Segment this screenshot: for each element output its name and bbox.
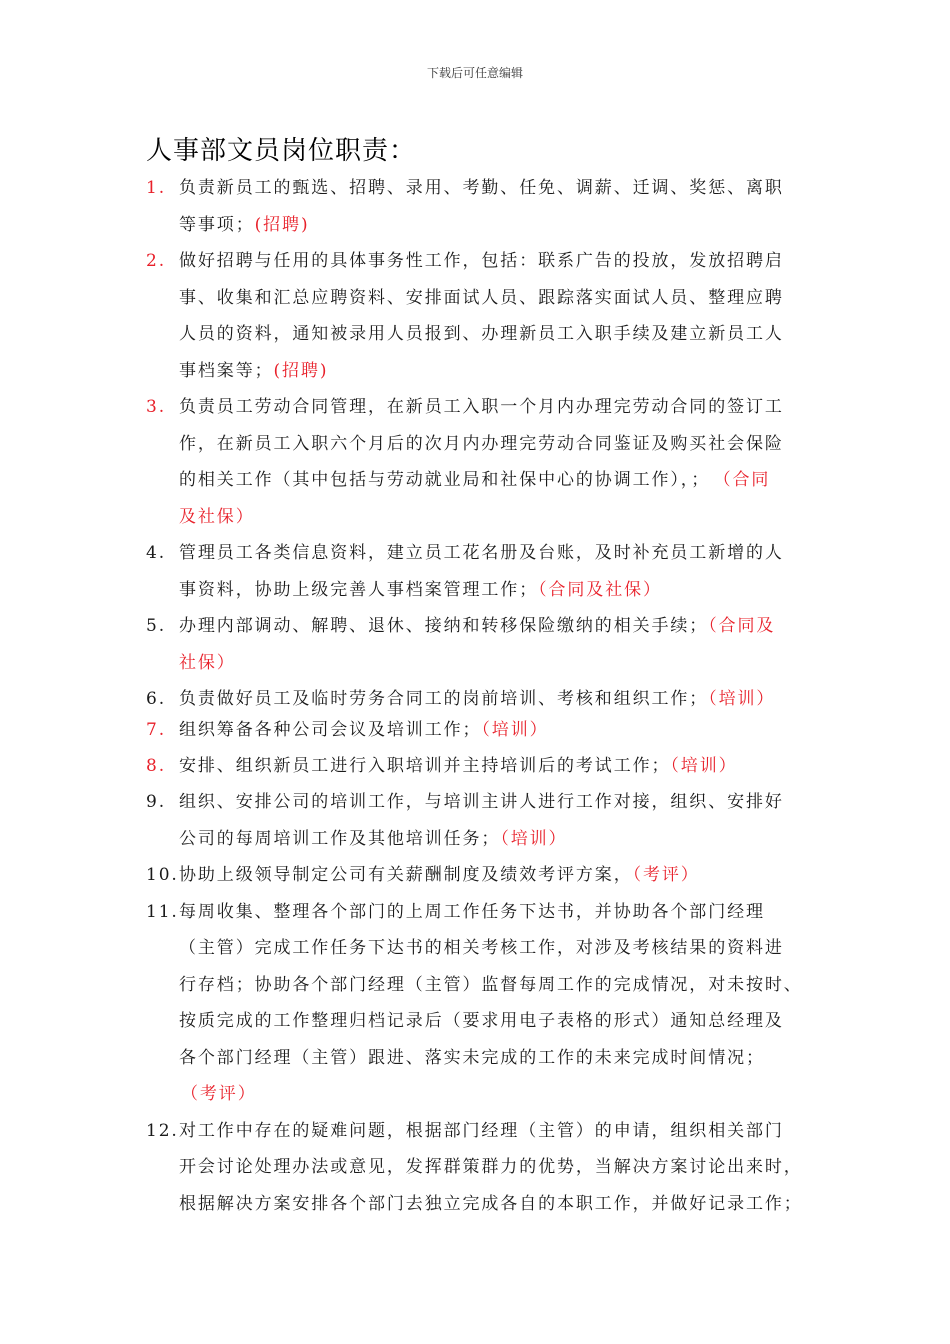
item-line: （主管）完成工作任务下达书的相关考核工作，对涉及考核结果的资料进 [179, 938, 784, 958]
item-line [179, 718, 950, 743]
item-number: 8. [146, 755, 167, 776]
item-number: 3. [146, 397, 167, 417]
item-line [179, 207, 950, 244]
item-number: 4. [146, 543, 167, 563]
item-line: 每周收集、整理各个部门的上周工作任务下达书，并协助各个部门经理 [179, 901, 765, 922]
item-number: 11. [146, 901, 179, 922]
item-line: 负责新员工的甄选、招聘、录用、考勤、任免、调薪、迁调、奖惩、离职 [179, 178, 784, 198]
item-line: 做好招聘与任用的具体事务性工作，包括：联系广告的投放，发放招聘启 [179, 251, 784, 271]
list-item [0, 608, 950, 681]
item-line [179, 681, 950, 718]
list-item [0, 170, 950, 243]
list-item [0, 681, 950, 718]
category-tag: (招聘) [273, 360, 329, 381]
item-text: 公司的每周培训工作及其他培训任务； [179, 828, 501, 849]
list-item [0, 389, 950, 535]
list-item [0, 784, 950, 857]
item-text: 组织筹备各种公司会议及培训工作； [179, 719, 482, 740]
item-text: 负责做好员工及临时劳务合同工的岗前培训、考核和组织工作； [179, 689, 709, 709]
item-text: 事档案等； [179, 360, 274, 381]
item-line: 组织、安排公司的培训工作，与培训主讲人进行工作对接，组织、安排好 [179, 792, 784, 812]
category-tag: （合同及社保） [538, 579, 662, 600]
page-title: 人事部文员岗位职责： [146, 136, 417, 166]
category-tag: （合同 [722, 470, 771, 490]
category-tag: （培训） [481, 719, 549, 740]
page-header: 下载后可任意编辑 [426, 66, 523, 80]
item-number: 10. [146, 865, 179, 885]
item-line: 管理员工各类信息资料，建立员工花名册及台账，及时补充员工新增的人 [179, 543, 784, 563]
category-tag-continued: 社保） [179, 652, 236, 673]
item-number: 5. [146, 616, 167, 636]
category-tag: （考评） [181, 1084, 257, 1104]
item-line: 人员的资料，通知被录用人员报到、办理新员工入职手续及建立新员工人 [179, 324, 784, 344]
category-tag: （合同及 [708, 616, 776, 636]
item-line [179, 462, 950, 499]
category-tag-continued: 及社保） [179, 506, 255, 527]
item-line [179, 857, 950, 894]
item-line: 负责员工劳动合同管理，在新员工入职一个月内办理完劳动合同的签订工 [179, 397, 784, 417]
item-number: 7. [146, 719, 167, 740]
item-line: 行存档；协助各个部门经理（主管）监督每周工作的完成情况，对未按时、 [179, 974, 803, 995]
item-text: 的相关工作（其中包括与劳动就业局和社保中心的协调工作），； [179, 470, 711, 490]
item-number: 2. [146, 251, 167, 271]
item-text: 事资料，协助上级完善人事档案管理工作； [179, 579, 539, 600]
item-line [179, 821, 950, 858]
item-line: 各个部门经理（主管）跟进、落实未完成的工作的未来完成时间情况； [179, 1047, 765, 1068]
category-tag: （培训） [708, 689, 776, 709]
list-item [0, 718, 950, 743]
list-item [0, 1113, 950, 1223]
list-item [0, 857, 950, 894]
item-text: 协助上级领导制定公司有关薪酬制度及绩效考评方案， [179, 865, 633, 885]
list-item [0, 243, 950, 389]
item-line [179, 572, 950, 609]
item-number: 1. [146, 178, 167, 198]
list-item [0, 894, 950, 1113]
item-text: 等事项； [179, 214, 255, 235]
item-line [179, 748, 950, 785]
item-line: 开会讨论处理办法或意见，发挥群策群力的优势，当解决方案讨论出来时， [179, 1157, 803, 1177]
category-tag: (招聘) [254, 214, 310, 235]
item-line: 根据解决方案安排各个部门去独立完成各自的本职工作，并做好记录工作； [179, 1193, 803, 1214]
item-line [179, 608, 950, 645]
item-line: 对工作中存在的疑难问题，根据部门经理（主管）的申请，组织相关部门 [179, 1120, 784, 1141]
item-line [179, 353, 950, 390]
item-number: 9. [146, 792, 167, 812]
item-line: 事、收集和汇总应聘资料、安排面试人员、跟踪落实面试人员、整理应聘 [179, 287, 784, 308]
list-item [0, 748, 950, 785]
item-line: 按质完成的工作整理归档记录后（要求用电子表格的形式）通知总经理及 [179, 1011, 784, 1031]
list-item [0, 535, 950, 608]
item-number: 12. [146, 1120, 179, 1141]
category-tag: （培训） [500, 828, 568, 849]
item-line: 作，在新员工入职六个月后的次月内办理完劳动合同鉴证及购买社会保险 [179, 433, 784, 454]
item-text: 办理内部调动、解聘、退休、接纳和转移保险缴纳的相关手续； [179, 616, 709, 636]
item-text: 安排、组织新员工进行入职培训并主持培训后的考试工作； [179, 755, 671, 776]
category-tag: （培训） [670, 755, 738, 776]
category-tag: （考评） [632, 865, 700, 885]
item-number: 6. [146, 689, 167, 709]
duty-list [0, 170, 950, 1222]
